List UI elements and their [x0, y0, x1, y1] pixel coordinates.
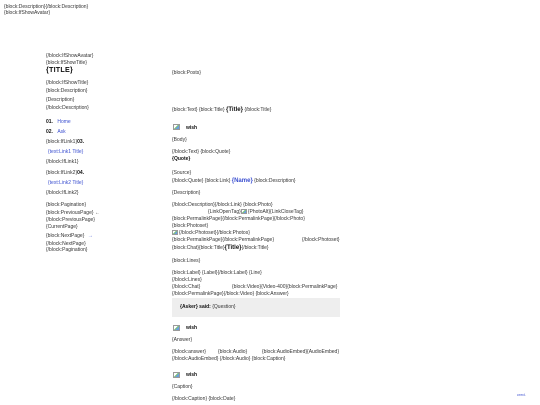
text-post-body: {Body} — [172, 137, 187, 143]
nav-number: 04. — [77, 170, 85, 176]
video-close-tags: {/block:PermalinkPage}{/block:Video} {block:Answer} — [172, 291, 289, 297]
iflink1-open-row — [46, 139, 84, 145]
description-close-tag: {/block:Description} — [46, 105, 89, 111]
avatar-end-tag: {/block:IfShowAvatar} — [46, 53, 94, 59]
next-page-row[interactable] — [46, 233, 93, 239]
quote-text: {Quote} — [172, 156, 191, 162]
iflink1-close-tag: {/block:IfLink1} — [46, 159, 79, 165]
previous-page-close-tag: {/block:PreviousPage} — [46, 217, 95, 223]
photoset-permalink-tags: {block:PermalinkPage}{/block:PermalinkPage} — [172, 237, 275, 243]
nav-number: 03. — [77, 139, 85, 145]
nav-number: 01. — [46, 119, 53, 125]
nav-number: 02. — [46, 129, 53, 135]
photo-permalink-tags: {block:PermalinkPage}{/block:PermalinkPage}{/block:Photo} — [172, 216, 305, 222]
audio-embed-tags: {block:AudioEmbed}{AudioEmbed} — [262, 349, 340, 355]
answer-text: {Answer} — [172, 337, 193, 343]
chat-title: {Title} — [224, 245, 242, 251]
photo-image-icon — [241, 209, 247, 214]
audio-open-tag: {block:Audio} — [218, 349, 248, 355]
top-avatar-tag: {block:IfShowAvatar} — [4, 10, 51, 16]
photoset-image-row — [172, 230, 250, 236]
text-post-title: {Title} — [226, 107, 243, 113]
show-title-tag: {block:IfShowTitle} — [46, 60, 87, 66]
caption-text: {Caption} — [172, 384, 193, 390]
posts-open-tag: {block:Posts} — [172, 70, 201, 76]
caption-close-tags: {/block:Caption} {block:Date} — [172, 396, 236, 402]
next-page-close-tag: {/block:NextPage} — [46, 241, 86, 247]
chat-title-row — [172, 245, 269, 251]
link-open-tags: {/block:Quote} {block:Link} — [172, 178, 231, 184]
link-open-tag: {LinkOpenTag} — [208, 209, 241, 215]
arrow-left-icon[interactable]: ← — [94, 210, 100, 216]
pagination-close-tag: {/block:Pagination} — [46, 247, 88, 253]
quote-source: {Source} — [172, 170, 192, 176]
lines-close-tag: {/block:Lines} — [172, 277, 202, 283]
text-post-title-row — [172, 107, 271, 113]
question-box — [172, 298, 340, 317]
chat-title-close-tag: {/block:Title} — [241, 245, 269, 251]
description-open-tag: {block:Description} — [46, 88, 88, 94]
broken-image-icon — [173, 124, 180, 130]
top-description-tags: {block:Description}{/block:Description} — [4, 4, 89, 10]
photoset-close-tag: {/block:Photoset} — [302, 237, 340, 243]
previous-page-row[interactable] — [46, 210, 100, 216]
photoset-close-tags: {/block:Photoset}{/block:Photos} — [179, 230, 250, 236]
nav-label[interactable]: Ask — [57, 129, 66, 135]
lines-open-tag: {block:Lines} — [172, 258, 201, 264]
iflink2-open-tag: {block:IfLink2} — [46, 170, 78, 176]
photoset-image-icon — [172, 230, 178, 235]
asker-name: {Asker} said: — [180, 304, 211, 310]
iflink2-close-tag: {/block:IfLink2} — [46, 190, 79, 196]
link-post-row — [172, 178, 296, 184]
chat-label-line: {block:Label} {Label}{/block:Label} {Line} — [172, 270, 262, 276]
blog-title: {TITLE} — [46, 65, 73, 74]
link-description-open-tag: {block:Description} — [254, 178, 296, 184]
broken-image-icon — [173, 372, 180, 378]
wish-label: wish — [186, 372, 198, 378]
link-description: {Description} — [172, 190, 201, 196]
previous-page-tag: {block:PreviousPage} — [46, 210, 94, 216]
answer-close-tag: {/block:answer} — [172, 349, 206, 355]
question-row — [180, 304, 236, 310]
arrow-right-icon[interactable]: → — [87, 233, 93, 239]
photoset-open-tag: {block:Photoset} — [172, 223, 209, 229]
nav-link-ask[interactable] — [46, 129, 66, 135]
photo-open-tags: {/block:Description}{/block:Link} {block:Photo} — [172, 202, 273, 208]
show-title-end-tag: {/block:IfShowTitle} — [46, 80, 89, 86]
previous-page-close-row — [46, 217, 95, 223]
pagination-open-tag: {block:Pagination} — [46, 202, 87, 208]
photo-alt-tags: {PhotoAlt}{LinkCloseTag} — [247, 209, 304, 215]
wish-label: wish — [186, 325, 198, 331]
iflink2-open-row — [46, 170, 84, 176]
credit-link[interactable]: cred. — [517, 392, 526, 397]
text-title-open-tags: {block:Text} {block:Title} — [172, 107, 225, 113]
audio-close-tags: {/block:AudioEmbed} {/block:Audio} {block:Caption} — [172, 356, 286, 362]
link-post-name[interactable]: {Name} — [231, 178, 253, 184]
nav-label[interactable]: Home — [57, 119, 71, 125]
nav-link-home[interactable] — [46, 119, 71, 125]
video-open-tags: {block:Video}{Video-400}{block:PermalinkPage} — [232, 284, 338, 290]
photo-link-row — [208, 209, 303, 215]
iflink1-open-tag: {block:IfLink1} — [46, 139, 78, 145]
nav-link-2[interactable]: {text:Link2 Title} — [48, 180, 84, 186]
question-text: {Question} — [212, 304, 236, 310]
broken-image-icon — [173, 325, 180, 331]
blog-description: {Description} — [46, 97, 75, 103]
current-page: {CurrentPage} — [46, 224, 78, 230]
wish-label: wish — [186, 125, 198, 131]
text-title-close-tag: {/block:Title} — [244, 107, 272, 113]
nav-link-1[interactable]: {text:Link1 Title} — [48, 149, 84, 155]
next-page-tag: {block:NextPage} — [46, 233, 85, 239]
chat-open-tags: {block:Chat}{block:Title} — [172, 245, 225, 251]
chat-close-tag: {/block:Chat} — [172, 284, 201, 290]
quote-open-tags: {/block:Text} {block:Quote} — [172, 149, 231, 155]
